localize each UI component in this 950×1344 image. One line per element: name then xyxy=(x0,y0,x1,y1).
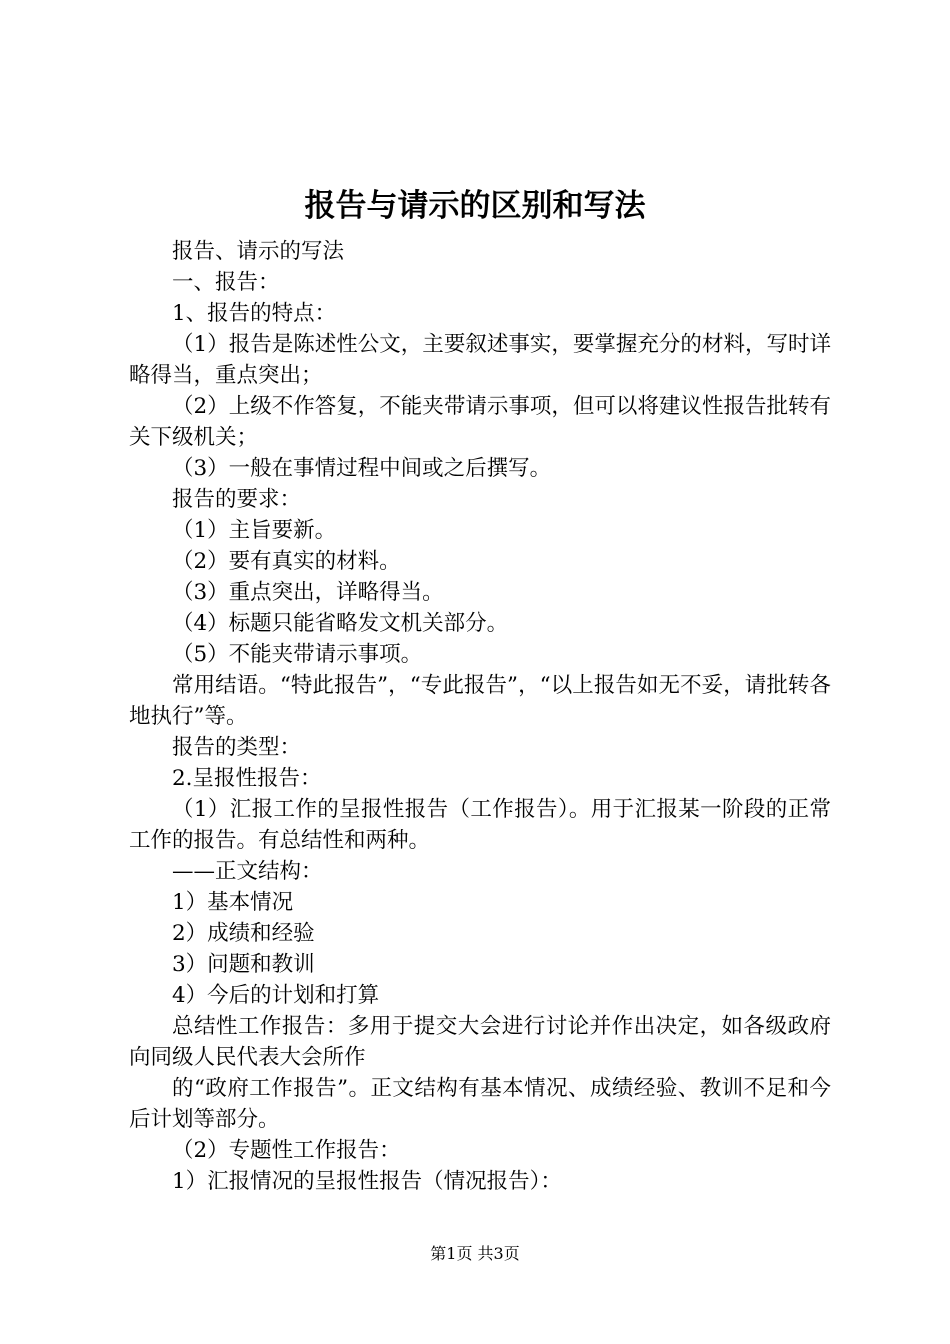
paragraph: 报告的类型： xyxy=(172,735,302,760)
paragraph: （3）一般在事情过程中间或之后撰写。 xyxy=(172,456,552,481)
paragraph: （2）上级不作答复，不能夹带请示事项，但可以将建议性报告批转有关下级机关； xyxy=(129,394,831,450)
paragraph: （5）不能夹带请示事项。 xyxy=(172,642,423,667)
paragraph: （1）汇报工作的呈报性报告（工作报告）。用于汇报某一阶段的正常工作的报告。有总结性和两种。 xyxy=(129,797,831,853)
paragraph: （3）重点突出，详略得当。 xyxy=(172,580,444,605)
paragraph: 一、报告： xyxy=(172,270,280,295)
document-title: 报告与请示的区别和写法 xyxy=(304,188,646,224)
paragraph: 总结性工作报告：多用于提交大会进行讨论并作出决定，如各级政府向同级人民代表大会所作 xyxy=(129,1014,831,1070)
paragraph: （2）要有真实的材料。 xyxy=(172,549,401,574)
paragraph: 报告的要求： xyxy=(172,487,302,512)
document-body xyxy=(129,236,831,1197)
page-number-footer: 第1页 共3页 xyxy=(430,1244,520,1263)
paragraph: 常用结语。“特此报告”，“专此报告”，“以上报告如无不妥，请批转各地执行”等。 xyxy=(129,673,831,729)
paragraph: （1）报告是陈述性公文，主要叙述事实，要掌握充分的材料，写时详略得当，重点突出； xyxy=(129,332,831,388)
paragraph: 2.呈报性报告： xyxy=(172,766,322,791)
paragraph: 4）今后的计划和打算 xyxy=(172,983,380,1008)
paragraph: 2）成绩和经验 xyxy=(172,921,315,946)
paragraph: 1）基本情况 xyxy=(172,890,294,915)
paragraph: （2）专题性工作报告： xyxy=(172,1138,401,1163)
paragraph: 3）问题和教训 xyxy=(172,952,315,977)
paragraph: 1、报告的特点： xyxy=(172,301,337,326)
paragraph: 1）汇报情况的呈报性报告（情况报告）： xyxy=(172,1169,562,1194)
paragraph: （4）标题只能省略发文机关部分。 xyxy=(172,611,509,636)
paragraph: ——正文结构： xyxy=(172,859,323,884)
paragraph: 报告、请示的写法 xyxy=(172,239,345,264)
paragraph: 的“政府工作报告”。正文结构有基本情况、成绩经验、教训不足和今后计划等部分。 xyxy=(129,1076,831,1132)
paragraph: （1）主旨要新。 xyxy=(172,518,337,543)
